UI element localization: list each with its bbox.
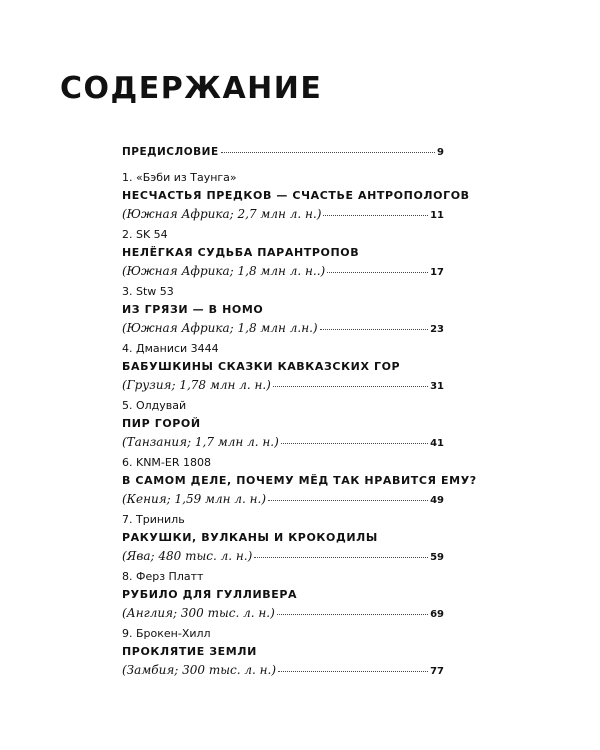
entry-number: 7. Триниль bbox=[122, 513, 185, 526]
entry-place: (Англия; 300 тыс. л. н.) bbox=[122, 606, 275, 620]
toc-entry-preface[interactable] bbox=[122, 146, 444, 158]
entry-number: 5. Олдувай bbox=[122, 399, 187, 412]
entry-place: (Южная Африка; 1,8 млн л. н..) bbox=[122, 264, 326, 278]
dot-leader bbox=[323, 215, 428, 216]
dot-leader bbox=[278, 671, 428, 672]
dot-leader bbox=[273, 386, 428, 387]
entry-number: 4. Дманиси 3444 bbox=[122, 342, 219, 355]
toc-entry[interactable] bbox=[122, 228, 444, 279]
toc-entry[interactable] bbox=[122, 456, 477, 507]
page-number: 69 bbox=[430, 609, 444, 620]
entry-place: (Южная Африка; 1,8 млн л.н.) bbox=[122, 321, 318, 335]
dot-leader bbox=[281, 443, 428, 444]
entry-place: (Ява; 480 тыс. л. н.) bbox=[122, 549, 253, 563]
page-number: 9 bbox=[437, 147, 444, 158]
entry-title: НЕЛЁГКАЯ СУДЬБА ПАРАНТРОПОВ bbox=[122, 246, 360, 259]
toc-entry[interactable] bbox=[122, 513, 444, 564]
toc-entry[interactable] bbox=[122, 171, 470, 222]
entry-number: 2. SK 54 bbox=[122, 228, 168, 241]
entry-title: ПИР ГОРОЙ bbox=[122, 417, 201, 430]
entry-title: РАКУШКИ, ВУЛКАНЫ И КРОКОДИЛЫ bbox=[122, 531, 378, 544]
toc-entry[interactable] bbox=[122, 627, 444, 678]
toc-entry[interactable] bbox=[122, 285, 444, 336]
toc-entry[interactable] bbox=[122, 342, 444, 393]
entry-place: (Грузия; 1,78 млн л. н.) bbox=[122, 378, 271, 392]
entry-number: 8. Ферз Платт bbox=[122, 570, 204, 583]
entry-place: (Танзания; 1,7 млн л. н.) bbox=[122, 435, 279, 449]
entry-title: ПРОКЛЯТИЕ ЗЕМЛИ bbox=[122, 645, 257, 658]
entry-place: (Южная Африка; 2,7 млн л. н.) bbox=[122, 207, 322, 221]
entry-title: НЕСЧАСТЬЯ ПРЕДКОВ — СЧАСТЬЕ АНТРОПОЛОГОВ bbox=[122, 189, 470, 202]
page-number: 11 bbox=[430, 210, 444, 221]
dot-leader bbox=[277, 614, 428, 615]
page-number: 49 bbox=[430, 495, 444, 506]
entry-number: 3. Stw 53 bbox=[122, 285, 174, 298]
entry-number: 1. «Бэби из Таунга» bbox=[122, 171, 237, 184]
dot-leader bbox=[221, 152, 435, 153]
entry-title: РУБИЛО ДЛЯ ГУЛЛИВЕРА bbox=[122, 588, 298, 601]
page-number: 31 bbox=[430, 381, 444, 392]
page-title: СОДЕРЖАНИЕ bbox=[60, 71, 323, 106]
entry-place: (Замбия; 300 тыс. л. н.) bbox=[122, 663, 277, 677]
dot-leader bbox=[254, 557, 428, 558]
dot-leader bbox=[268, 500, 428, 501]
dot-leader bbox=[320, 329, 428, 330]
page-number: 59 bbox=[430, 552, 444, 563]
entry-number: 6. KNM-ER 1808 bbox=[122, 456, 211, 469]
page-number: 17 bbox=[430, 267, 444, 278]
toc-entry[interactable] bbox=[122, 399, 444, 450]
page-number: 77 bbox=[430, 666, 444, 677]
dot-leader bbox=[327, 272, 428, 273]
entry-title: ИЗ ГРЯЗИ — В HOMO bbox=[122, 303, 264, 316]
page-number: 41 bbox=[430, 438, 444, 449]
page-number: 23 bbox=[430, 324, 444, 335]
toc-entry[interactable] bbox=[122, 570, 444, 621]
entry-title: В САМОМ ДЕЛЕ, ПОЧЕМУ МЁД ТАК НРАВИТСЯ ЕМУ? bbox=[122, 474, 477, 487]
entry-title: БАБУШКИНЫ СКАЗКИ КАВКАЗСКИХ ГОР bbox=[122, 360, 401, 373]
preface-label: ПРЕДИСЛОВИЕ bbox=[122, 146, 219, 158]
entry-number: 9. Брокен-Хилл bbox=[122, 627, 211, 640]
entry-place: (Кения; 1,59 млн л. н.) bbox=[122, 492, 267, 506]
